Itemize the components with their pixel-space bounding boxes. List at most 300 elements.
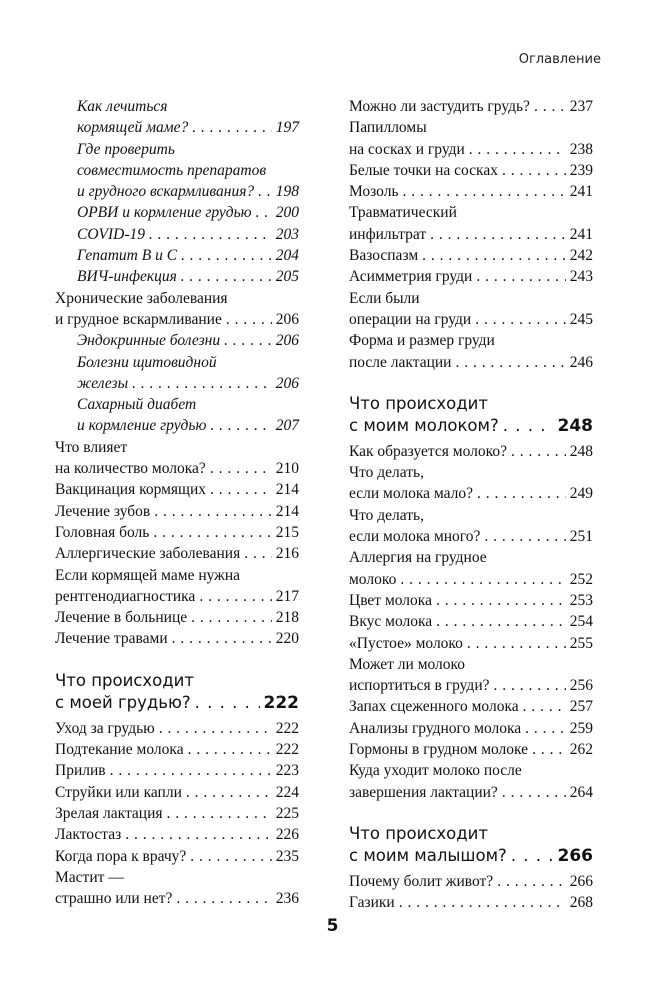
toc-entry-title: Что влияет bbox=[55, 438, 128, 456]
toc-entry-line bbox=[349, 415, 593, 437]
toc-entry-line bbox=[77, 352, 299, 373]
toc-entry-line bbox=[349, 654, 593, 675]
toc-entry-title: на количество молока? bbox=[55, 460, 206, 478]
leader-dots bbox=[436, 590, 566, 611]
toc-page-number: 224 bbox=[275, 783, 299, 801]
toc-page-number: 241 bbox=[569, 183, 593, 201]
toc-entry-title: Прилив bbox=[55, 762, 106, 780]
toc-entry-title: на сосках и груди bbox=[349, 140, 465, 158]
toc-entry-title: Лечение травами bbox=[55, 630, 168, 648]
leader-dots bbox=[258, 181, 272, 202]
toc-page-number: 200 bbox=[275, 204, 299, 222]
leader-dots bbox=[523, 696, 566, 717]
leader-dots bbox=[475, 309, 566, 330]
toc-entry-line bbox=[77, 415, 299, 436]
toc-entry-title: Как образуется молоко? bbox=[349, 442, 507, 460]
toc-entry-title: Запах сцеженного молока bbox=[349, 698, 519, 716]
leader-dots bbox=[525, 718, 566, 739]
toc-entry bbox=[55, 139, 299, 203]
toc-entry bbox=[349, 462, 593, 505]
toc-entry bbox=[349, 202, 593, 245]
toc-entry-line bbox=[55, 607, 299, 628]
toc-entry-line bbox=[349, 892, 593, 913]
toc-entry-line bbox=[55, 739, 299, 760]
toc-page-number: 222 bbox=[263, 692, 299, 713]
toc-entry bbox=[349, 330, 593, 373]
toc-page-number: 262 bbox=[569, 741, 593, 759]
leader-dots bbox=[502, 782, 566, 803]
toc-page-number: 214 bbox=[275, 502, 299, 520]
toc-page-number: 268 bbox=[569, 894, 593, 912]
toc-entry bbox=[55, 867, 299, 910]
toc-entry bbox=[349, 633, 593, 654]
toc-page-number: 217 bbox=[275, 587, 299, 605]
toc-entry-title: с моей грудью? bbox=[55, 692, 191, 712]
toc-entry-title: Мозоль bbox=[349, 183, 399, 201]
toc-entry-title: Мастит — bbox=[55, 868, 124, 886]
toc-entry-line bbox=[55, 586, 299, 607]
toc-entry-line bbox=[77, 139, 299, 160]
toc-entry bbox=[55, 245, 299, 266]
toc-entry bbox=[349, 654, 593, 697]
toc-entry bbox=[349, 441, 593, 462]
toc-entry-line bbox=[77, 96, 299, 117]
toc-entry-title: Лечение в больнице bbox=[55, 609, 188, 627]
toc-entry-line bbox=[55, 543, 299, 564]
toc-entry-line bbox=[77, 224, 299, 245]
toc-page-number: 210 bbox=[275, 460, 299, 478]
leader-dots bbox=[181, 245, 272, 266]
toc-entry bbox=[55, 522, 299, 543]
toc-entry-title: завершения лактации? bbox=[349, 783, 498, 801]
toc-entry-title: Что происходит bbox=[349, 393, 489, 413]
leader-dots bbox=[476, 266, 565, 287]
toc-entry-line bbox=[349, 547, 593, 568]
toc-entry bbox=[55, 202, 299, 223]
toc-entry-title: молоко bbox=[349, 570, 397, 588]
toc-entry-title: Струйки или капли bbox=[55, 783, 182, 801]
toc-entry-title: операции на груди bbox=[349, 310, 472, 328]
toc-page-number: 225 bbox=[275, 804, 299, 822]
toc-entry-line bbox=[77, 266, 299, 287]
toc-page-number: 248 bbox=[569, 442, 593, 460]
toc-page-number: 264 bbox=[569, 783, 593, 801]
toc-entry-line bbox=[55, 522, 299, 543]
toc-entry-title: если молока много? bbox=[349, 528, 481, 546]
toc-entry-title: Головная боль bbox=[55, 523, 150, 541]
toc-page-number: 256 bbox=[569, 677, 593, 695]
toc-entry-title: Где проверить bbox=[77, 140, 175, 158]
toc-page-number: 216 bbox=[275, 545, 299, 563]
toc-entry-line bbox=[55, 888, 299, 909]
toc-entry bbox=[55, 565, 299, 608]
toc-entry bbox=[55, 352, 299, 395]
toc-entry bbox=[349, 871, 593, 892]
toc-entry-line bbox=[349, 760, 593, 781]
toc-page-number: 222 bbox=[275, 719, 299, 737]
toc-entry-line bbox=[55, 692, 299, 714]
toc-page-number: 197 bbox=[275, 119, 299, 137]
toc-entry bbox=[55, 330, 299, 351]
toc-entry-line bbox=[55, 867, 299, 888]
leader-dots bbox=[199, 586, 271, 607]
leader-dots bbox=[256, 202, 272, 223]
leader-dots bbox=[534, 96, 566, 117]
toc-page-number: 257 bbox=[569, 698, 593, 716]
toc-entry-title: ОРВИ и кормление грудью bbox=[77, 204, 252, 222]
leader-dots bbox=[503, 415, 554, 437]
toc-entry-line bbox=[349, 202, 593, 223]
toc-section-heading bbox=[55, 670, 299, 714]
toc-entry-title: Куда уходит молоко после bbox=[349, 762, 522, 780]
toc-entry-line bbox=[77, 160, 299, 181]
toc-entry bbox=[55, 739, 299, 760]
toc-entry bbox=[349, 181, 593, 202]
toc-entry-line bbox=[55, 437, 299, 458]
toc-entry-line bbox=[349, 569, 593, 590]
toc-entry-title: совместимость препаратов bbox=[77, 161, 267, 179]
toc-entry-line bbox=[349, 352, 593, 373]
leader-dots bbox=[159, 718, 272, 739]
toc-entry bbox=[349, 288, 593, 331]
toc-entry-line bbox=[55, 803, 299, 824]
toc-entry-line bbox=[349, 309, 593, 330]
toc-page-number: 204 bbox=[275, 247, 299, 265]
toc-entry-title: Зрелая лактация bbox=[55, 804, 163, 822]
toc-entry bbox=[55, 718, 299, 739]
toc-entry-title: Уход за грудью bbox=[55, 719, 155, 737]
page-number: 5 bbox=[326, 916, 339, 936]
toc-entry-title: после лактации bbox=[349, 353, 452, 371]
leader-dots bbox=[511, 441, 566, 462]
toc-entry-title: кормящей маме? bbox=[77, 119, 189, 137]
leader-dots bbox=[469, 139, 566, 160]
toc-page-number: 206 bbox=[275, 332, 299, 350]
toc-entry-title: Цвет молока bbox=[349, 591, 432, 609]
toc-entry bbox=[55, 824, 299, 845]
toc-entry bbox=[349, 760, 593, 803]
toc-entry bbox=[55, 628, 299, 649]
toc-page-number: 241 bbox=[569, 225, 593, 243]
toc-entry-title: с моим малышом? bbox=[349, 845, 507, 865]
toc-entry bbox=[349, 117, 593, 160]
toc-entry-line bbox=[349, 526, 593, 547]
toc-entry-line bbox=[55, 458, 299, 479]
toc-page-number: 254 bbox=[569, 613, 593, 631]
toc-entry-line bbox=[349, 288, 593, 309]
toc-page-number: 236 bbox=[275, 890, 299, 908]
toc-entry-line bbox=[349, 823, 593, 845]
leader-dots bbox=[176, 888, 271, 909]
toc-entry bbox=[55, 803, 299, 824]
toc-page-number: 235 bbox=[275, 847, 299, 865]
toc-page-number: 248 bbox=[557, 415, 593, 436]
toc-page-number: 243 bbox=[569, 268, 593, 286]
leader-dots bbox=[190, 846, 271, 867]
toc-entry bbox=[55, 543, 299, 564]
toc-entry-line bbox=[349, 139, 593, 160]
toc-page-number: 238 bbox=[569, 140, 593, 158]
toc-entry-title: Вкус молока bbox=[349, 613, 433, 631]
toc-entry-line bbox=[55, 846, 299, 867]
toc-page-number: 220 bbox=[275, 630, 299, 648]
leader-dots bbox=[226, 309, 272, 330]
toc-entry-line bbox=[55, 760, 299, 781]
toc-page-number: 266 bbox=[557, 845, 593, 866]
leader-dots bbox=[400, 569, 565, 590]
toc-entry bbox=[349, 696, 593, 717]
toc-entry-line bbox=[77, 117, 299, 138]
leader-dots bbox=[403, 181, 566, 202]
toc-entry-line bbox=[349, 611, 593, 632]
toc-entry-line bbox=[55, 309, 299, 330]
toc-entry-title: Папилломы bbox=[349, 119, 427, 137]
toc-entry-title: Аллергические заболевания bbox=[55, 545, 241, 563]
toc-entry-line bbox=[77, 330, 299, 351]
toc-page-number: 242 bbox=[569, 247, 593, 265]
toc-entry-title: Белые точки на сосках bbox=[349, 161, 498, 179]
toc-entry-title: Вакцинация кормящих bbox=[55, 481, 207, 499]
toc-entry-line bbox=[349, 224, 593, 245]
toc-entry-title: Асимметрия груди bbox=[349, 268, 473, 286]
toc-entry-title: инфильтрат bbox=[349, 225, 427, 243]
leader-dots bbox=[149, 224, 272, 245]
toc-entry bbox=[55, 607, 299, 628]
toc-entry-line bbox=[349, 845, 593, 867]
toc-entry-line bbox=[349, 590, 593, 611]
toc-entry-line bbox=[349, 441, 593, 462]
toc-entry-title: COVID-19 bbox=[77, 225, 146, 243]
toc-section-heading bbox=[349, 823, 593, 867]
toc-entry-title: Болезни щитовидной bbox=[77, 353, 217, 371]
leader-dots bbox=[153, 522, 271, 543]
toc-entry-title: и кормление грудью bbox=[77, 417, 207, 435]
toc-entry-line bbox=[349, 633, 593, 654]
toc-entry-line bbox=[77, 245, 299, 266]
toc-entry-title: Лактостаз bbox=[55, 826, 122, 844]
toc-entry-line bbox=[349, 696, 593, 717]
leader-dots bbox=[188, 739, 272, 760]
toc-entry-line bbox=[55, 501, 299, 522]
toc-page-number: 253 bbox=[569, 591, 593, 609]
toc-entry bbox=[349, 245, 593, 266]
toc-entry-title: железы bbox=[77, 374, 129, 392]
toc-entry-title: Что делать, bbox=[349, 464, 424, 482]
toc-entry-title: Может ли молоко bbox=[349, 655, 466, 673]
toc-page-number: 222 bbox=[275, 741, 299, 759]
leader-dots bbox=[125, 824, 271, 845]
toc-entry-title: и грудное вскармливание bbox=[55, 310, 222, 328]
toc-entry-line bbox=[349, 782, 593, 803]
toc-entry bbox=[55, 479, 299, 500]
toc-entry-title: страшно или нет? bbox=[55, 890, 173, 908]
toc-entry-title: если молока мало? bbox=[349, 485, 474, 503]
toc-entry-line bbox=[349, 117, 593, 138]
leader-dots bbox=[477, 483, 566, 504]
toc-page-number: 198 bbox=[275, 183, 299, 201]
toc-entry-line bbox=[349, 181, 593, 202]
toc-page-number: 245 bbox=[569, 310, 593, 328]
toc-entry-title: Травматический bbox=[349, 204, 457, 222]
toc-entry-title: Хронические заболевания bbox=[55, 289, 228, 307]
toc-entry-title: Форма и размер груди bbox=[349, 332, 495, 350]
toc-entry-title: Что делать, bbox=[349, 506, 424, 524]
toc-entry-title: Можно ли застудить грудь? bbox=[349, 98, 530, 115]
toc-entry-line bbox=[55, 718, 299, 739]
toc-entry-title: Сахарный диабет bbox=[77, 396, 197, 414]
toc-entry-line bbox=[349, 675, 593, 696]
toc-entry bbox=[349, 266, 593, 287]
leader-dots bbox=[195, 692, 260, 714]
toc-entry-title: Что происходит bbox=[349, 823, 489, 843]
toc-entry-title: Газики bbox=[349, 894, 395, 912]
toc-page-number: 252 bbox=[569, 570, 593, 588]
toc-entry-line bbox=[349, 393, 593, 415]
toc-entry bbox=[349, 611, 593, 632]
leader-dots bbox=[132, 373, 272, 394]
toc-page-number: 205 bbox=[275, 268, 299, 286]
toc-column-left bbox=[55, 96, 299, 909]
running-header: Оглавление bbox=[518, 52, 601, 67]
leader-dots bbox=[210, 415, 271, 436]
toc-entry-line bbox=[349, 462, 593, 483]
toc-entry-title: Анализы грудного молока bbox=[349, 719, 522, 737]
toc-page-number: 218 bbox=[275, 609, 299, 627]
leader-dots bbox=[502, 160, 566, 181]
toc-column-right bbox=[349, 96, 593, 914]
toc-entry bbox=[55, 224, 299, 245]
toc-entry bbox=[349, 739, 593, 760]
toc-page-number: 203 bbox=[275, 225, 299, 243]
toc-entry-title: Эндокринные болезни bbox=[77, 332, 221, 350]
toc-entry bbox=[349, 160, 593, 181]
toc-entry-line bbox=[349, 330, 593, 351]
toc-entry-line bbox=[349, 483, 593, 504]
toc-entry bbox=[349, 547, 593, 590]
toc-entry-title: Когда пора к врачу? bbox=[55, 847, 187, 865]
toc-page-number: 206 bbox=[275, 374, 299, 392]
toc-page-number: 249 bbox=[569, 485, 593, 503]
toc-entry bbox=[349, 96, 593, 117]
toc-entry-line bbox=[349, 505, 593, 526]
toc-entry-line bbox=[349, 160, 593, 181]
leader-dots bbox=[110, 760, 272, 781]
toc-page-number: 226 bbox=[275, 826, 299, 844]
toc-entry-title: и грудного вскармливания? bbox=[77, 183, 255, 201]
leader-dots bbox=[154, 501, 272, 522]
toc-entry-line bbox=[55, 782, 299, 803]
toc-page-number: 207 bbox=[275, 417, 299, 435]
toc-entry-line bbox=[55, 824, 299, 845]
toc-entry-title: Подтекание молока bbox=[55, 741, 184, 759]
toc-entry bbox=[55, 760, 299, 781]
leader-dots bbox=[436, 611, 566, 632]
leader-dots bbox=[497, 871, 566, 892]
toc-entry bbox=[349, 892, 593, 913]
toc-entry bbox=[55, 501, 299, 522]
leader-dots bbox=[399, 892, 566, 913]
toc-page-number: 206 bbox=[275, 310, 299, 328]
toc-entry-line bbox=[349, 739, 593, 760]
toc-entry bbox=[349, 505, 593, 548]
toc-entry bbox=[55, 846, 299, 867]
toc-page-number: 266 bbox=[569, 872, 593, 890]
toc-entry-title: Что происходит bbox=[55, 670, 195, 690]
leader-dots bbox=[422, 245, 566, 266]
leader-dots bbox=[484, 526, 565, 547]
leader-dots bbox=[181, 266, 272, 287]
leader-dots bbox=[186, 782, 272, 803]
leader-dots bbox=[167, 803, 272, 824]
toc-entry-line bbox=[349, 96, 593, 117]
toc-entry-line bbox=[77, 373, 299, 394]
toc-entry-title: Аллергия на грудное bbox=[349, 549, 487, 567]
toc-entry-title: Почему болит живот? bbox=[349, 872, 494, 890]
toc-entry-title: ВИЧ-инфекция bbox=[77, 268, 177, 286]
leader-dots bbox=[244, 543, 272, 564]
toc-entry-title: Гормоны в грудном молоке bbox=[349, 741, 529, 759]
toc-entry-line bbox=[55, 628, 299, 649]
toc-entry-line bbox=[349, 718, 593, 739]
toc-entry bbox=[55, 394, 299, 437]
toc-entry bbox=[349, 590, 593, 611]
toc-page-number: 251 bbox=[569, 528, 593, 546]
toc-entry-title: Если были bbox=[349, 289, 420, 307]
toc-entry-line bbox=[77, 202, 299, 223]
toc-page-number: 246 bbox=[569, 353, 593, 371]
toc-entry-title: Если кормящей маме нужна bbox=[55, 566, 241, 584]
leader-dots bbox=[511, 845, 554, 867]
toc-entry bbox=[349, 718, 593, 739]
toc-entry-title: испортиться в груди? bbox=[349, 677, 490, 695]
toc-entry bbox=[55, 782, 299, 803]
leader-dots bbox=[494, 675, 566, 696]
toc-entry-line bbox=[55, 670, 299, 692]
toc-entry-line bbox=[55, 288, 299, 309]
toc-page-number: 214 bbox=[275, 481, 299, 499]
leader-dots bbox=[192, 117, 272, 138]
toc-page-number: 239 bbox=[569, 161, 593, 179]
toc-entry-line bbox=[77, 181, 299, 202]
leader-dots bbox=[210, 479, 272, 500]
leader-dots bbox=[191, 607, 272, 628]
toc-entry-title: Как лечиться bbox=[77, 98, 168, 115]
toc-entry-title: рентгенодиагностика bbox=[55, 587, 196, 605]
toc-entry-title: Вазоспазм bbox=[349, 247, 419, 265]
toc-entry-line bbox=[349, 871, 593, 892]
toc-page-number: 255 bbox=[569, 634, 593, 652]
toc-entry bbox=[55, 96, 299, 139]
leader-dots bbox=[430, 224, 566, 245]
toc-entry bbox=[55, 288, 299, 331]
toc-entry-line bbox=[349, 266, 593, 287]
toc-entry bbox=[55, 266, 299, 287]
toc-entry-line bbox=[55, 565, 299, 586]
toc-page-number: 259 bbox=[569, 719, 593, 737]
toc-entry-line bbox=[349, 245, 593, 266]
leader-dots bbox=[210, 458, 272, 479]
toc-entry-title: Гепатит В и С bbox=[77, 247, 178, 265]
toc-section-heading bbox=[349, 393, 593, 437]
leader-dots bbox=[532, 739, 566, 760]
leader-dots bbox=[455, 352, 565, 373]
leader-dots bbox=[224, 330, 272, 351]
toc-page-number: 237 bbox=[569, 98, 593, 115]
toc-entry-title: Лечение зубов bbox=[55, 502, 151, 520]
toc-entry bbox=[55, 437, 299, 480]
toc-page-number: 215 bbox=[275, 523, 299, 541]
toc-entry-title: с моим молоком? bbox=[349, 415, 499, 435]
